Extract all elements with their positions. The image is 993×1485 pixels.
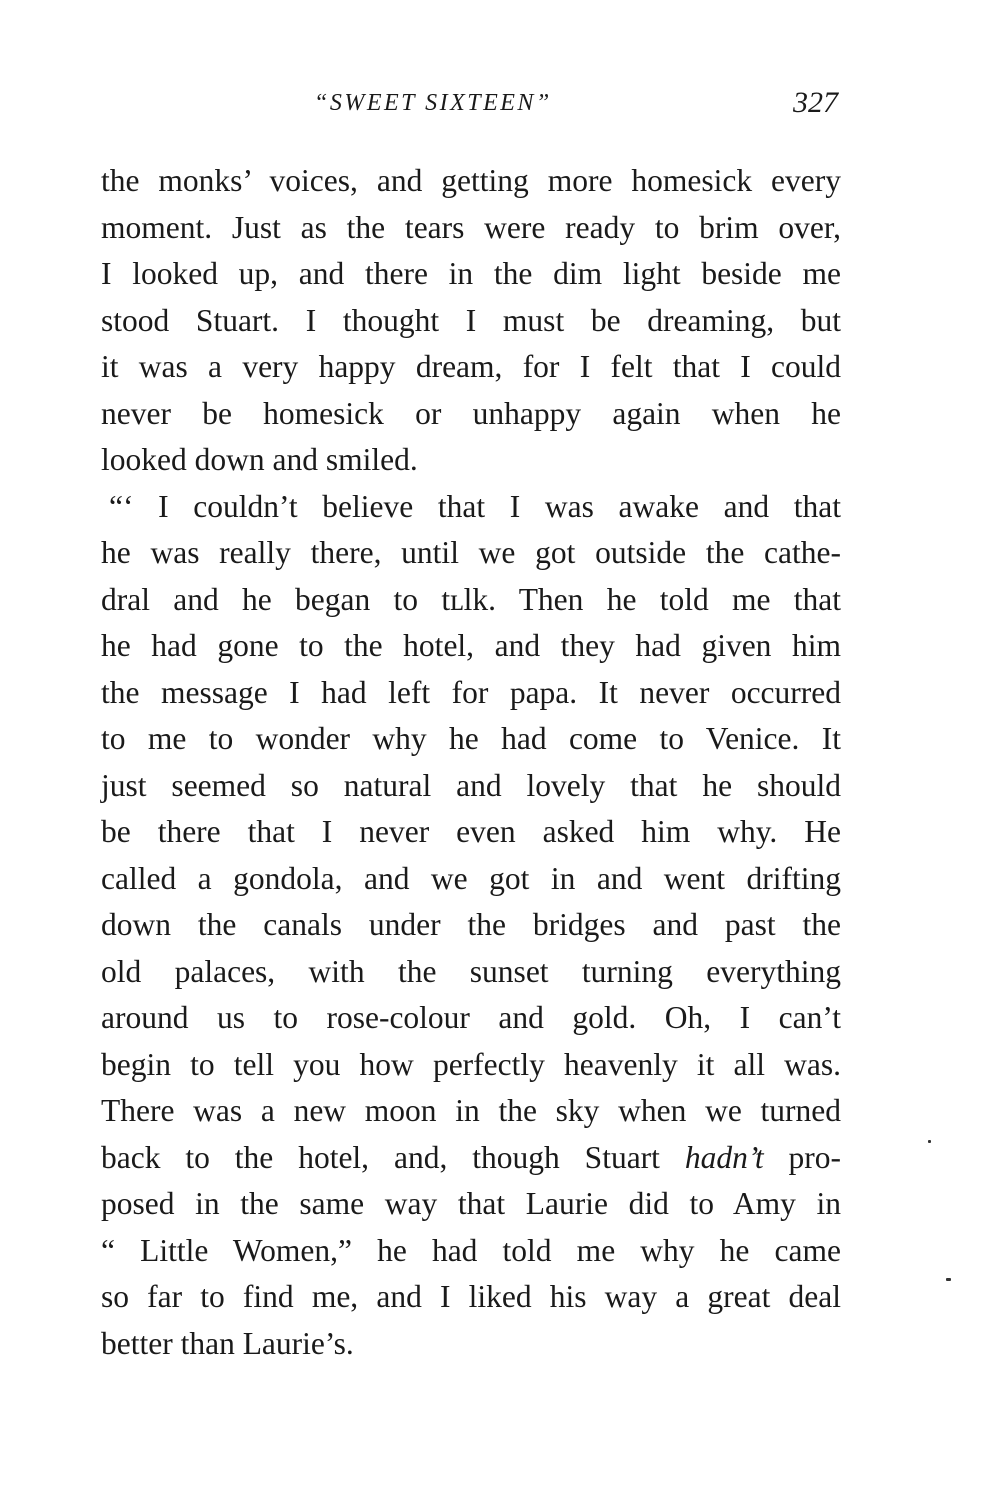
text-line: he was really there, until we got outside the cathe- xyxy=(101,535,841,570)
text-line: just seemed so natural and lovely that he should xyxy=(101,767,841,803)
text-line: he had gone to the hotel, and they had given him xyxy=(101,628,841,663)
text-line: better than Laurie’s. xyxy=(101,1325,354,1361)
text-line: to me to wonder why he had come to Venice. It xyxy=(101,721,841,756)
page-number: 327 xyxy=(793,86,838,119)
text-line: I looked up, and there in the dim light beside me xyxy=(101,256,841,291)
text-line: the message I had left for papa. It never occurred xyxy=(101,674,841,710)
text-line: begin to tell you how perfectly heavenly it all was. xyxy=(101,1046,841,1082)
text-line: be there that I never even asked him why. He xyxy=(101,814,841,849)
text-line: called a gondola, and we got in and went drifting xyxy=(101,860,841,896)
scan-speck xyxy=(946,1278,951,1281)
body-text xyxy=(101,158,841,1367)
text-line: old palaces, with the sunset turning everything xyxy=(101,953,841,989)
text-line: posed in the same way that Laurie did to Amy in xyxy=(101,1186,841,1221)
text-line: dral and he began to tʟlk. Then he told me that xyxy=(101,581,841,617)
text-segment: back to the hotel, and, though Stuart xyxy=(101,1139,685,1175)
text-line xyxy=(101,1135,841,1182)
text-line: looked down and smiled. xyxy=(101,442,418,477)
text-line: around us to rose-colour and gold. Oh, I can’t xyxy=(101,1000,841,1035)
text-line: so far to find me, and I liked his way a great deal xyxy=(101,1279,841,1314)
emphasized-word: hadn’t xyxy=(684,1139,764,1175)
text-line: never be homesick or unhappy again when he xyxy=(101,395,841,431)
text-line: “‘ I couldn’t believe that I was awake and that xyxy=(109,488,841,524)
text-line: moment. Just as the tears were ready to brim over, xyxy=(101,209,841,245)
running-head xyxy=(100,84,842,124)
text-segment: pro- xyxy=(763,1139,841,1175)
running-title: “SWEET SIXTEEN” xyxy=(314,90,552,116)
text-line: “ Little Women,” he had told me why he came xyxy=(101,1232,841,1268)
text-line: the monks’ voices, and getting more homesick every xyxy=(101,163,841,198)
scan-speck xyxy=(928,1140,931,1143)
text-line: it was a very happy dream, for I felt that I could xyxy=(101,349,841,384)
text-line: There was a new moon in the sky when we turned xyxy=(101,1093,841,1128)
text-line: stood Stuart. I thought I must be dreaming, but xyxy=(101,302,841,338)
text-line: down the canals under the bridges and past the xyxy=(101,907,841,942)
